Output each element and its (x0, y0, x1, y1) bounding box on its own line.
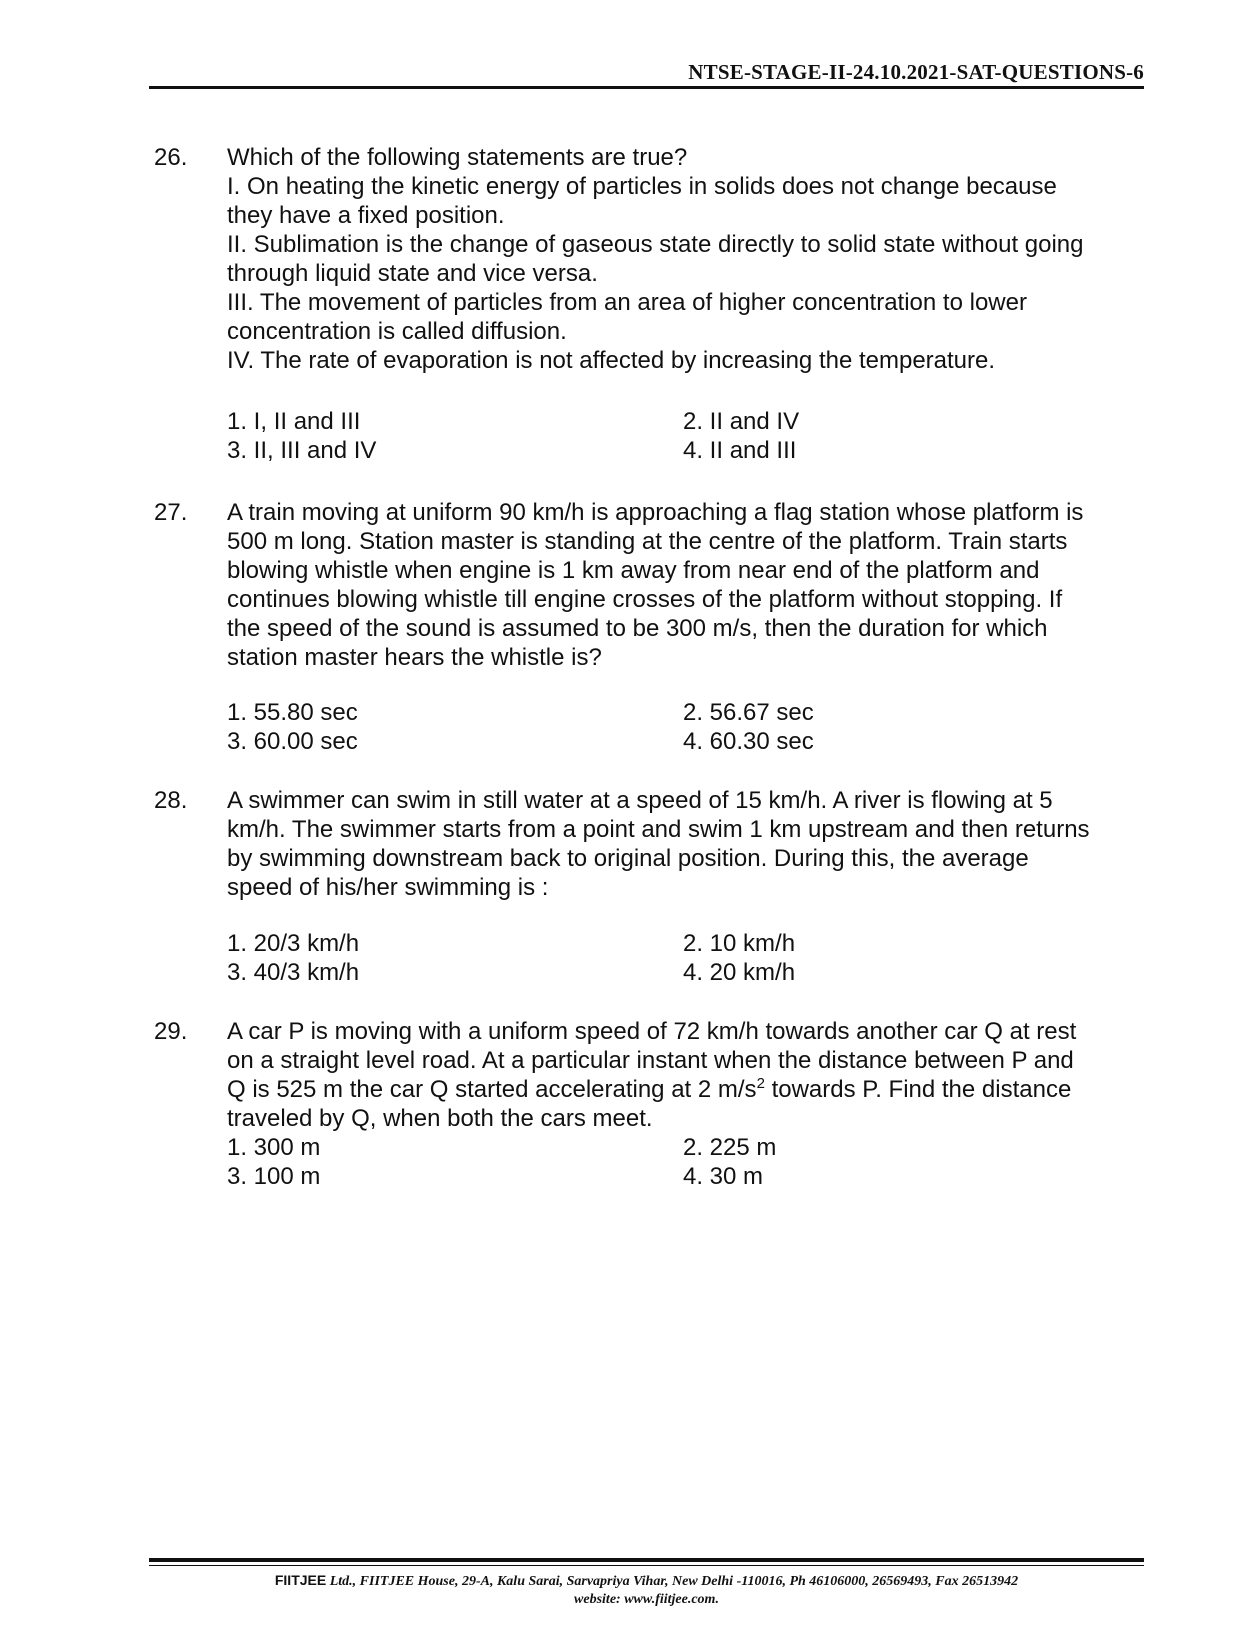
page-footer (149, 1571, 1144, 1609)
footer-address-line (149, 1571, 1144, 1591)
question-line: continues blowing whistle till engine crosses of the platform without stopping. If (227, 586, 1063, 613)
footer-divider (149, 1558, 1144, 1562)
question-line: A train moving at uniform 90 km/h is approaching a flag station whose platform is (227, 499, 1084, 526)
option-1[interactable]: 1. 55.80 sec (227, 699, 358, 726)
question-number: 29. (154, 1018, 188, 1045)
option-1[interactable]: 1. 20/3 km/h (227, 930, 360, 957)
question-line: by swimming downstream back to original position. During this, the average (227, 845, 1029, 872)
header-divider (149, 86, 1144, 89)
question-line-part: towards P. Find the distance (771, 1076, 1072, 1103)
question-line: speed of his/her swimming is : (227, 874, 549, 901)
option-4[interactable]: 4. 60.30 sec (683, 728, 814, 755)
question-line: concentration is called diffusion. (227, 318, 567, 345)
question-number: 27. (154, 499, 188, 526)
page-header-title: NTSE-STAGE-II-24.10.2021-SAT-QUESTIONS-6 (688, 60, 1144, 84)
question-line: 500 m long. Station master is standing at the centre of the platform. Train starts (227, 528, 1068, 555)
exponent: 2 (756, 1075, 765, 1092)
option-3[interactable]: 3. 60.00 sec (227, 728, 358, 755)
question-text (227, 1017, 1144, 1133)
footer-address: Ltd., FIITJEE House, 29-A, Kalu Sarai, Sarvapriya Vihar, New Delhi -110016, Ph 46106000, 26569493, Fax 26513942 (329, 1574, 1019, 1589)
question-line: I. On heating the kinetic energy of particles in solids does not change because (227, 173, 1057, 200)
question-line-part: Q is 525 m the car Q started accelerating at 2 m/s (227, 1076, 757, 1103)
option-3[interactable]: 3. II, III and IV (227, 437, 377, 464)
question-text (227, 143, 1144, 375)
answer-options (227, 1133, 1144, 1191)
question-text (227, 498, 1144, 672)
footer-brand: FIITJEE (274, 1572, 327, 1588)
question-line: III. The movement of particles from an area of higher concentration to lower (227, 289, 1027, 316)
option-2[interactable]: 2. II and IV (683, 408, 800, 435)
option-2[interactable]: 2. 10 km/h (683, 930, 796, 957)
question-number: 26. (154, 144, 188, 171)
question-line: A swimmer can swim in still water at a speed of 15 km/h. A river is flowing at 5 (227, 787, 1053, 814)
option-1[interactable]: 1. 300 m (227, 1134, 321, 1161)
option-4[interactable]: 4. II and III (683, 437, 797, 464)
option-3[interactable]: 3. 100 m (227, 1163, 321, 1190)
answer-options (227, 698, 1144, 756)
option-1[interactable]: 1. I, II and III (227, 408, 361, 435)
question-line: through liquid state and vice versa. (227, 260, 598, 287)
question-line: II. Sublimation is the change of gaseous state directly to solid state without going (227, 231, 1084, 258)
question-line: the speed of the sound is assumed to be 300 m/s, then the duration for which (227, 615, 1048, 642)
option-4[interactable]: 4. 20 km/h (683, 959, 796, 986)
option-2[interactable]: 2. 56.67 sec (683, 699, 814, 726)
question-number: 28. (154, 787, 188, 814)
question-line: IV. The rate of evaporation is not affected by increasing the temperature. (227, 347, 996, 374)
answer-options (227, 929, 1144, 987)
question-line: blowing whistle when engine is 1 km away from near end of the platform and (227, 557, 1040, 584)
question-line: Which of the following statements are true? (227, 144, 688, 171)
option-2[interactable]: 2. 225 m (683, 1134, 777, 1161)
question-line: A car P is moving with a uniform speed of 72 km/h towards another car Q at rest (227, 1018, 1077, 1045)
footer-website[interactable]: website: www.fiitjee.com. (574, 1592, 719, 1607)
question-text (227, 786, 1144, 902)
question-line: they have a fixed position. (227, 202, 505, 229)
question-line: km/h. The swimmer starts from a point and swim 1 km upstream and then returns (227, 816, 1090, 843)
question-line: station master hears the whistle is? (227, 644, 602, 671)
question-line (227, 1075, 1144, 1104)
question-line: traveled by Q, when both the cars meet. (227, 1105, 653, 1132)
option-4[interactable]: 4. 30 m (683, 1163, 764, 1190)
option-3[interactable]: 3. 40/3 km/h (227, 959, 360, 986)
question-line: on a straight level road. At a particular instant when the distance between P and (227, 1047, 1074, 1074)
answer-options (227, 407, 1144, 465)
footer-divider-thin (149, 1565, 1144, 1566)
